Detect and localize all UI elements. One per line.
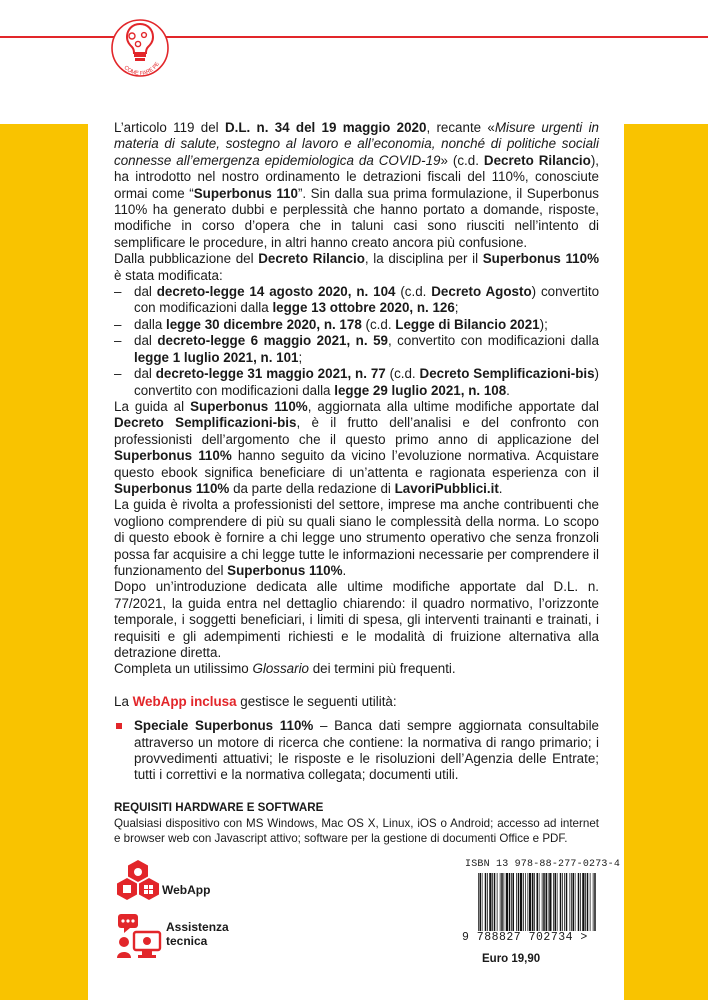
webapp-intro bbox=[114, 694, 599, 710]
text-run: decreto-legge 14 agosto 2020, n. 104 bbox=[156, 284, 396, 300]
barcode-bar bbox=[480, 873, 482, 931]
webapp-label: WebApp bbox=[162, 883, 211, 897]
text-run: (c.d. bbox=[385, 366, 420, 382]
list-item bbox=[114, 333, 599, 366]
barcode-bar bbox=[489, 873, 491, 931]
modifications-paragraph bbox=[114, 251, 599, 284]
intro-paragraph bbox=[114, 120, 599, 251]
text-run: LavoriPubblici.it bbox=[394, 480, 499, 496]
lightbulb-icon bbox=[108, 10, 172, 88]
barcode-bar bbox=[511, 873, 512, 931]
barcode-bar bbox=[513, 873, 515, 931]
barcode-bar bbox=[537, 873, 539, 931]
text-run: . bbox=[498, 480, 503, 496]
text-run: (c.d. bbox=[395, 284, 432, 300]
text-run: Misure urgenti in materia di salute, sostegno al lavoro e all’economia, nonché di politiche sociali connesse all’emergenza epidemiologica da COVID-19 bbox=[114, 120, 599, 168]
text-run: ); bbox=[539, 316, 548, 332]
text-run: Glossario bbox=[252, 661, 309, 677]
barcode-bar bbox=[555, 873, 557, 931]
list-item bbox=[114, 366, 599, 399]
text-run: legge 29 luglio 2021, n. 108 bbox=[334, 382, 507, 398]
text-run: Superbonus 110 bbox=[193, 185, 298, 201]
requirements-text: Qualsiasi dispositivo con MS Windows, Mac OS X, Linux, iOS o Android; accesso ad internet e browser web con Javascript attivo; software per la gestione di documenti Office e PDF. bbox=[114, 817, 599, 846]
text-run: ) convertito con modificazioni dalla bbox=[134, 366, 600, 398]
back-cover-text bbox=[114, 120, 599, 847]
text-run: La bbox=[114, 693, 133, 709]
hexagon-os-icon bbox=[116, 858, 160, 902]
barcode-bar bbox=[548, 873, 549, 931]
text-run: , è il frutto dell’analisi e del confronto con professionisti dell’argomento che il questo primo anno di applicazione del bbox=[114, 415, 599, 447]
text-run: ), ha introdotto nel nostro ordinamento le detrazioni fiscali del 110%, conosciute ormai come “ bbox=[114, 152, 599, 201]
text-run: Dopo un’introduzione dedicata alle ultime modifiche apportate dal D.L. n. 77/2021, la guida entra nel dettaglio chiarendo: il quadro normativo, l’orizzonte temporale, i soggetti beneficiari, i limiti di spesa, gli interventi trainanti e trainati, i requisiti e gli adempimenti richiesti e le modalità di fruizione alternativa alla detrazione diretta. bbox=[114, 579, 599, 660]
barcode-bar bbox=[566, 873, 568, 931]
barcode-bar bbox=[523, 873, 524, 931]
barcode-bar bbox=[509, 873, 511, 931]
barcode-bar bbox=[587, 873, 589, 931]
text-run: dalla bbox=[134, 316, 167, 332]
barcode-bar bbox=[487, 873, 488, 931]
logo-text: COME FARE PE bbox=[122, 61, 161, 77]
text-run: , la disciplina per il bbox=[364, 251, 483, 267]
text-run: WebApp inclusa bbox=[132, 693, 237, 709]
text-run: decreto-legge 6 maggio 2021, n. 59 bbox=[157, 333, 388, 349]
text-run: dal bbox=[134, 333, 158, 349]
barcode-bar bbox=[557, 873, 558, 931]
text-run: Completa un utilissimo bbox=[114, 661, 253, 677]
isbn-text: ISBN 13 978-88-277-0273-4 bbox=[465, 859, 621, 870]
list-item bbox=[114, 284, 599, 317]
barcode-bar bbox=[573, 873, 575, 931]
text-run: Speciale Superbonus 110% bbox=[134, 718, 314, 734]
text-run: . bbox=[342, 562, 347, 578]
assistance-label: Assistenza tecnica bbox=[166, 920, 229, 948]
barcode-bar bbox=[520, 873, 522, 931]
text-run: D.L. n. 34 del 19 maggio 2020 bbox=[224, 120, 427, 135]
text-run: , aggiornata alla ultime modifiche apportate dal bbox=[307, 398, 600, 414]
text-run: decreto-legge 31 maggio 2021, n. 77 bbox=[155, 366, 386, 382]
text-run: L’articolo 119 del bbox=[114, 120, 225, 135]
list-item bbox=[114, 317, 599, 333]
text-run: da parte della redazione di bbox=[229, 480, 395, 496]
text-run: hanno seguito da vicino l’evoluzione normativa. Acquistare questo ebook significa beneficiare di un’attenta e ragionata esperienza con il bbox=[114, 448, 600, 480]
barcode-bar bbox=[593, 873, 594, 931]
barcode-bar bbox=[497, 873, 498, 931]
text-run: Decreto Semplificazioni-bis bbox=[419, 366, 595, 382]
barcode-bar bbox=[539, 873, 540, 931]
barcode-bar bbox=[525, 873, 526, 931]
text-run: Superbonus 110% bbox=[190, 398, 308, 414]
text-run: dei termini più frequenti. bbox=[309, 661, 456, 677]
text-run: – Banca dati sempre aggiornata consultabile attraverso un motore di ricerca che contiene: la normativa di rango primario; i provvedimenti attuativi; le risposte e le risoluzioni dell’Agenzia delle Entrate; tutti i correttivi e la normativa collegata; documenti utili. bbox=[134, 718, 600, 783]
right-yellow-band bbox=[624, 124, 708, 1000]
barcode-bar bbox=[585, 873, 586, 931]
text-run: dal bbox=[134, 284, 157, 300]
barcode-bar bbox=[553, 873, 554, 931]
text-run: ) convertito con modificazioni dalla bbox=[134, 284, 600, 316]
barcode-bar bbox=[494, 873, 496, 931]
barcode bbox=[478, 873, 596, 931]
text-run: legge 30 dicembre 2020, n. 178 bbox=[166, 316, 362, 332]
barcode-bar bbox=[564, 873, 565, 931]
text-run: ”. Sin dalla sua prima formulazione, il Superbonus 110% ha generato dubbi e perplessità che hanno portato a domande, risposte, modifiche in corso d’opera che in taluni casi sono riusciti nell’intento di semplificare le procedure, in altri hanno creato ancora più confusione. bbox=[114, 185, 599, 250]
barcode-bar bbox=[516, 873, 517, 931]
barcode-bar bbox=[582, 873, 584, 931]
text-run: (c.d. bbox=[361, 316, 396, 332]
text-run: dal bbox=[134, 366, 156, 382]
barcode-bar bbox=[528, 873, 529, 931]
left-yellow-band bbox=[0, 124, 88, 1000]
barcode-bar bbox=[594, 873, 596, 931]
barcode-bar bbox=[500, 873, 501, 931]
barcode-bar bbox=[560, 873, 562, 931]
text-run: Superbonus 110% bbox=[114, 448, 232, 464]
text-run: Dalla pubblicazione del bbox=[114, 251, 259, 267]
contents-paragraph bbox=[114, 579, 599, 661]
guide-paragraph bbox=[114, 399, 599, 497]
text-run: legge 13 ottobre 2020, n. 126 bbox=[272, 300, 455, 316]
text-run: ; bbox=[298, 349, 303, 365]
text-run: legge 1 luglio 2021, n. 101 bbox=[134, 349, 299, 365]
audience-paragraph bbox=[114, 497, 599, 579]
top-red-line bbox=[0, 36, 708, 38]
barcode-bar bbox=[570, 873, 571, 931]
assistance-icon bbox=[116, 912, 164, 960]
requirements-title: REQUISITI HARDWARE E SOFTWARE bbox=[114, 800, 324, 814]
barcode-bar bbox=[571, 873, 572, 931]
barcode-bar bbox=[543, 873, 545, 931]
text-run: ; bbox=[454, 300, 459, 316]
text-run: , recante « bbox=[426, 120, 495, 135]
text-run: La guida al bbox=[114, 398, 191, 414]
text-run: Decreto Semplificazioni-bis bbox=[114, 415, 297, 431]
barcode-bar bbox=[529, 873, 531, 931]
text-run: Decreto Rilancio bbox=[483, 152, 591, 168]
webapp-list bbox=[114, 718, 599, 784]
text-run: , convertito con modificazioni dalla bbox=[387, 333, 599, 349]
list-item bbox=[114, 718, 599, 784]
barcode-bar bbox=[546, 873, 548, 931]
barcode-digits: 9 788827 702734 > bbox=[462, 931, 588, 944]
text-run: Legge di Bilancio 2021 bbox=[395, 316, 540, 332]
price: Euro 19,90 bbox=[482, 953, 541, 965]
barcode-bar bbox=[580, 873, 581, 931]
barcode-bar bbox=[562, 873, 563, 931]
text-run: Decreto Rilancio bbox=[258, 251, 365, 267]
barcode-bar bbox=[532, 873, 534, 931]
text-run: Decreto Agosto bbox=[431, 284, 532, 300]
text-run: Superbonus 110% bbox=[482, 251, 599, 267]
barcode-bar bbox=[590, 873, 591, 931]
text-run: » (c.d. bbox=[440, 152, 484, 168]
glossary-paragraph bbox=[114, 661, 599, 677]
barcode-bar bbox=[542, 873, 543, 931]
barcode-bar bbox=[482, 873, 483, 931]
barcode-bar bbox=[578, 873, 580, 931]
barcode-bar bbox=[575, 873, 576, 931]
barcode-bar bbox=[492, 873, 493, 931]
text-run: La guida è rivolta a professionisti del settore, imprese ma anche contribuenti che vogliono comprendere di più su quali siano le complessità della norma. Lo scopo di questo ebook è fornire a chi legge uno strumento operativo che senza fronzoli possa far acquisire a chi legge tutte le informazioni necessarie per comprendere il funzionamento del bbox=[114, 497, 599, 578]
text-run: gestisce le seguenti utilità: bbox=[236, 693, 397, 709]
barcode-bar bbox=[504, 873, 505, 931]
text-run: Superbonus 110% bbox=[114, 480, 230, 496]
barcode-bar bbox=[506, 873, 508, 931]
barcode-bar bbox=[534, 873, 535, 931]
text-run: Superbonus 110% bbox=[227, 562, 343, 578]
barcode-bar bbox=[549, 873, 551, 931]
barcode-bar bbox=[485, 873, 487, 931]
barcode-bar bbox=[478, 873, 479, 931]
text-run: è stata modificata: bbox=[114, 267, 223, 283]
modifications-list bbox=[114, 284, 599, 399]
text-run: . bbox=[506, 382, 510, 398]
barcode-bar bbox=[518, 873, 520, 931]
barcode-bar bbox=[501, 873, 503, 931]
